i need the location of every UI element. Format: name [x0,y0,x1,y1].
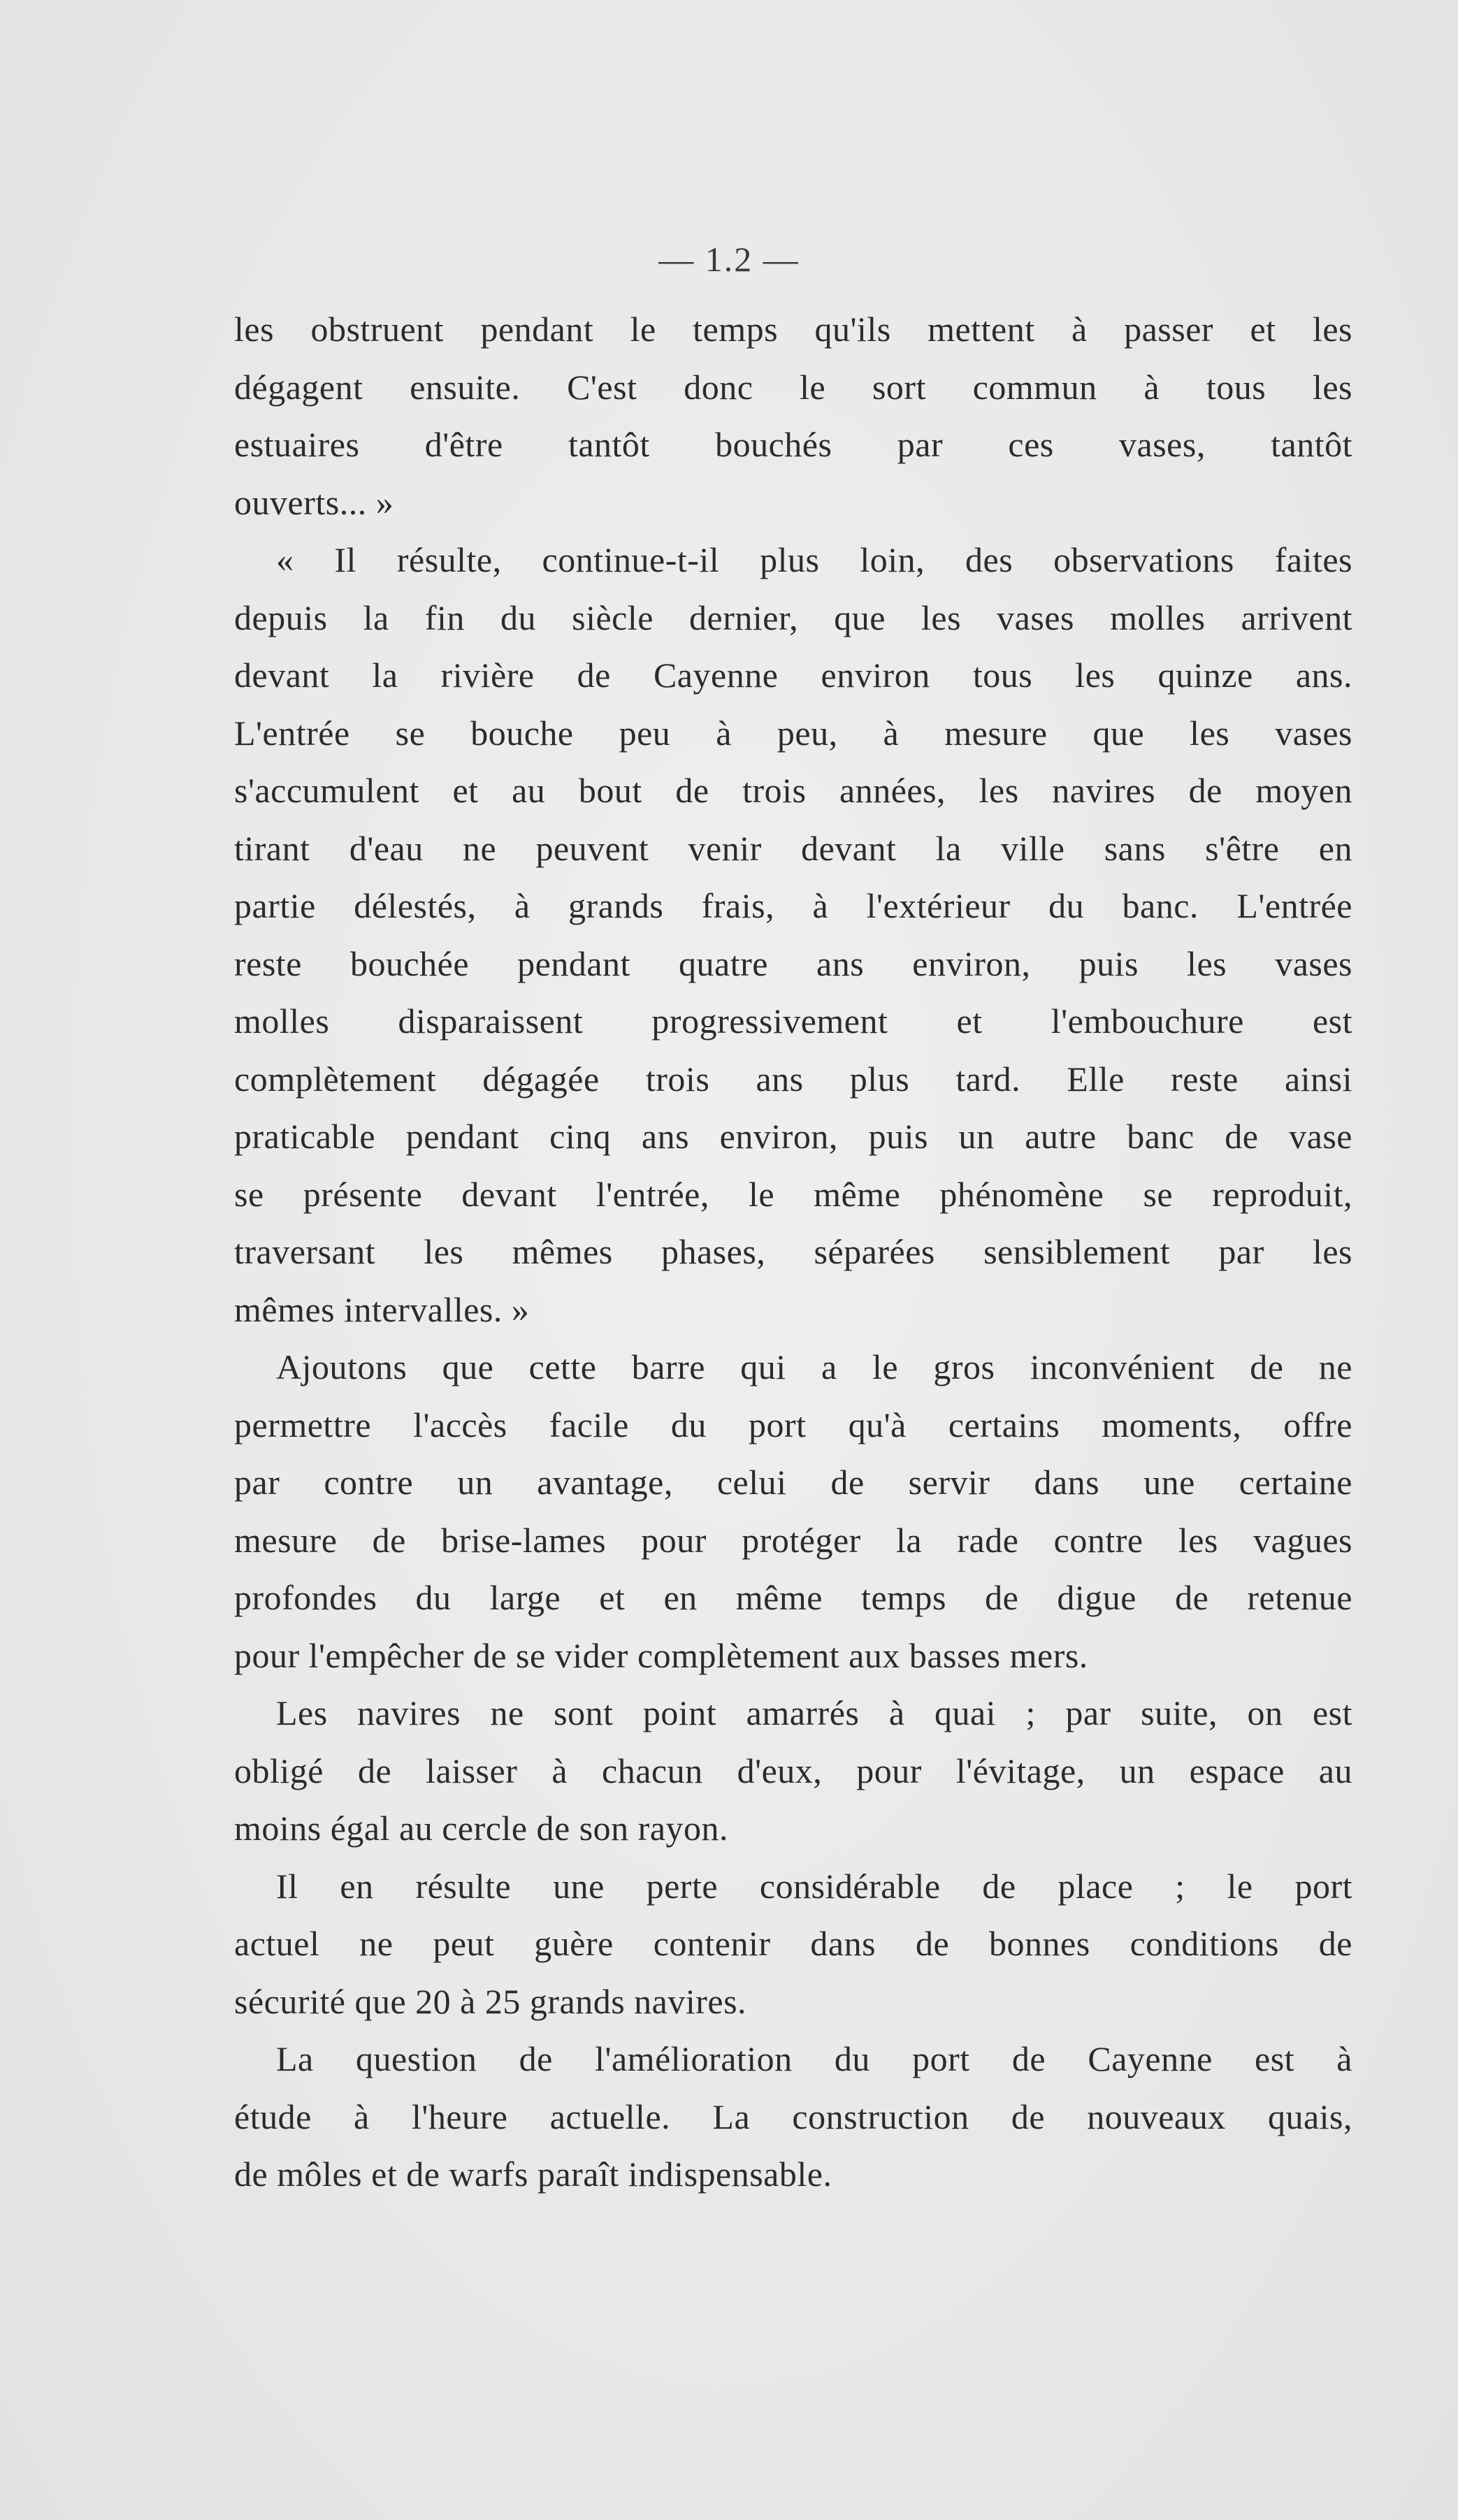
text-line: tirant d'eau ne peuvent venir devant la ville sans s'être en [234,828,1352,868]
text-line: ouverts... » [234,482,394,522]
page-number: — 1.2 — [658,240,800,279]
text-line: praticable pendant cinq ans environ, puis un autre banc de vase [234,1117,1352,1156]
text-line: dégagent ensuite. C'est donc le sort commun à tous les [234,367,1352,407]
text-line: permettre l'accès facile du port qu'à certains moments, offre [234,1405,1352,1444]
text-line: les obstruent pendant le temps qu'ils mettent à passer et les [234,310,1352,349]
text-line: actuel ne peut guère contenir dans de bonnes conditions de [234,1924,1352,1963]
text-line: se présente devant l'entrée, le même phénomène se reproduit, [234,1174,1352,1214]
text-line: estuaires d'être tantôt bouchés par ces vases, tantôt [234,425,1352,464]
text-line: de môles et de warfs paraît indispensable. [234,2155,832,2194]
text-line: s'accumulent et au bout de trois années, les navires de moyen [234,771,1352,810]
text-line: depuis la fin du siècle dernier, que les vases molles arrivent [234,598,1352,637]
text-line: sécurité que 20 à 25 grands navires. [234,1981,747,2021]
body-text [234,300,1352,2203]
text-line: traversant les mêmes phases, séparées sensiblement par les [234,1232,1352,1271]
text-line: molles disparaissent progressivement et l'embouchure est [234,1001,1352,1041]
text-line: moins égal au cercle de son rayon. [234,1809,729,1848]
text-line: Ajoutons que cette barre qui a le gros inconvénient de ne [276,1347,1352,1386]
text-line: « Il résulte, continue-t-il plus loin, des observations faites [276,540,1352,579]
text-line: par contre un avantage, celui de servir dans une certaine [234,1463,1352,1502]
text-line: mesure de brise-lames pour protéger la rade contre les vagues [234,1520,1352,1560]
text-line: mêmes intervalles. » [234,1289,530,1329]
text-line: L'entrée se bouche peu à peu, à mesure que les vases [234,713,1352,753]
text-line: La question de l'amélioration du port de Cayenne est à [276,2039,1352,2078]
text-line: reste bouchée pendant quatre ans environ, puis les vases [234,943,1352,983]
text-line: devant la rivière de Cayenne environ tous les quinze ans. [234,656,1352,695]
text-line: Les navires ne sont point amarrés à quai ; par suite, on est [276,1693,1352,1732]
text-line: pour l'empêcher de se vider complètement aux basses mers. [234,1635,1088,1675]
text-line: Il en résulte une perte considérable de place ; le port [276,1866,1352,1906]
text-line: obligé de laisser à chacun d'eux, pour l'évitage, un espace au [234,1751,1352,1790]
text-line: étude à l'heure actuelle. La construction de nouveaux quais, [234,2097,1352,2136]
text-line: profondes du large et en même temps de digue de retenue [234,1578,1352,1617]
text-line: complètement dégagée trois ans plus tard. Elle reste ainsi [234,1059,1352,1099]
text-line: partie délestés, à grands frais, à l'extérieur du banc. L'entrée [234,886,1352,925]
